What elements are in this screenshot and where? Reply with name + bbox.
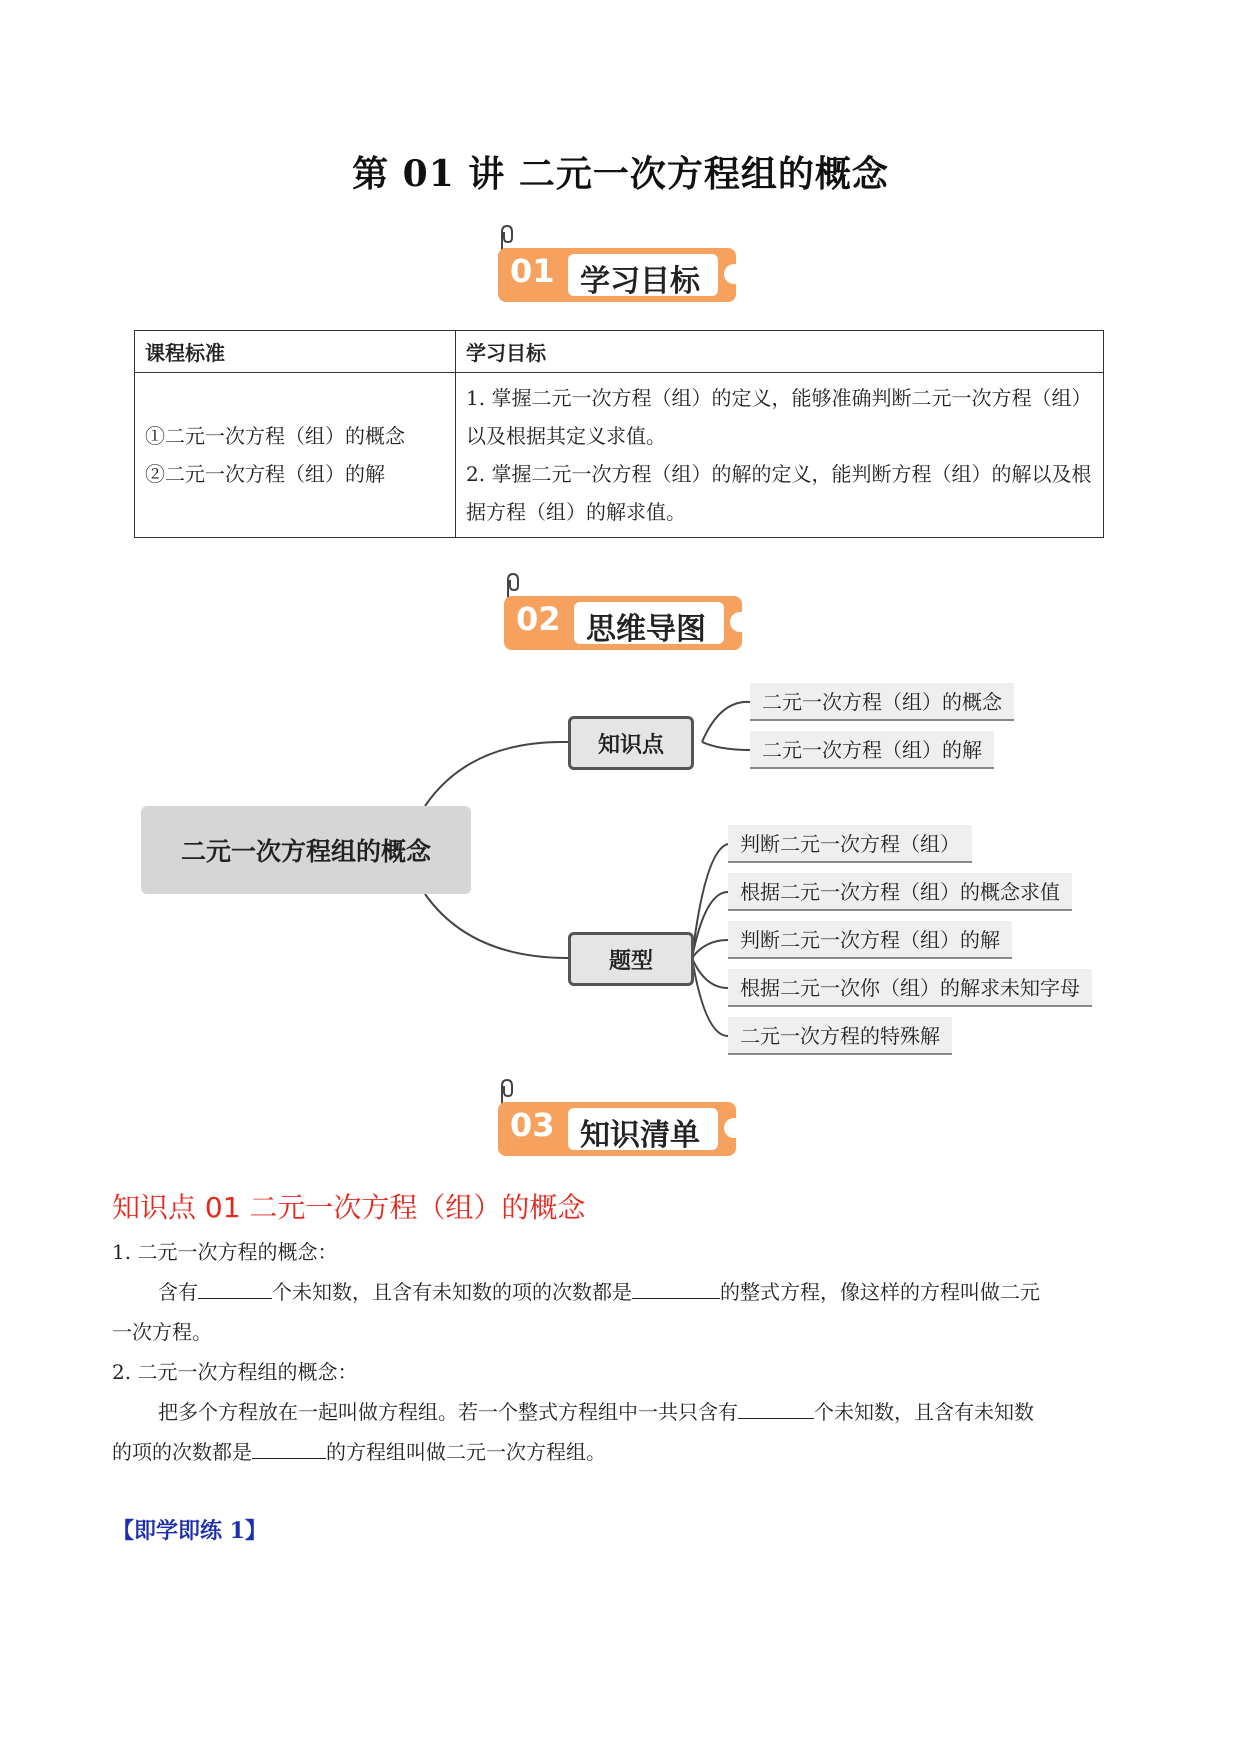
item2-paragraph: 把多个方程放在一起叫做方程组。若一个整式方程组中一共只含有 个未知数，且含有未知数 <box>158 1400 1034 1424</box>
mindmap-branch-knowledge: 知识点 <box>568 716 694 770</box>
section-label: 知识清单 <box>580 1118 700 1153</box>
mindmap-leaf: 判断二元一次方程（组）的解 <box>728 921 1012 959</box>
standard-item: ②二元一次方程（组）的解 <box>145 462 385 486</box>
mindmap-leaf: 二元一次方程（组）的概念 <box>750 683 1014 721</box>
table-header-objective: 学习目标 <box>456 331 1104 373</box>
mindmap-branch-question-types: 题型 <box>568 932 694 986</box>
mindmap-leaf: 根据二元一次方程（组）的概念求值 <box>728 873 1072 911</box>
mindmap-leaf: 根据二元一次你（组）的解求未知字母 <box>728 969 1092 1007</box>
item1-continuation: 一次方程。 <box>112 1320 212 1344</box>
objective-item: 2. 掌握二元一次方程（组）的解的定义，能判断方程（组）的解以及根据方程（组）的解求值。 <box>466 462 1092 524</box>
standard-item: ①二元一次方程（组）的概念 <box>145 424 405 448</box>
mindmap-leaf: 判断二元一次方程（组） <box>728 825 972 863</box>
mindmap-leaf: 二元一次方程的特殊解 <box>728 1017 952 1055</box>
practice-label: 【即学即练 1】 <box>112 1518 267 1544</box>
fill-blank[interactable] <box>632 1278 720 1299</box>
objective-item: 1. 掌握二元一次方程（组）的定义，能够准确判断二元一次方程（组）以及根据其定义求值。 <box>466 386 1092 448</box>
item1-paragraph: 含有 个未知数，且含有未知数的项的次数都是 的整式方程，像这样的方程叫做二元 <box>158 1280 1040 1304</box>
page-title: 第 01 讲 二元一次方程组的概念 <box>352 153 889 195</box>
section-label: 学习目标 <box>580 264 700 299</box>
mindmap-leaf: 二元一次方程（组）的解 <box>750 731 994 769</box>
knowledge-point-heading: 知识点 01 二元一次方程（组）的概念 <box>112 1191 586 1224</box>
fill-blank[interactable] <box>738 1398 814 1419</box>
item2-continuation: 的项的次数都是 的方程组叫做二元一次方程组。 <box>112 1440 606 1464</box>
section-badge-03 <box>496 1096 736 1158</box>
section-number: 01 <box>510 252 555 290</box>
fill-blank[interactable] <box>198 1278 272 1299</box>
section-number: 02 <box>516 600 561 638</box>
mindmap-root: 二元一次方程组的概念 <box>141 806 471 894</box>
item2-title: 2. 二元一次方程组的概念： <box>112 1360 358 1384</box>
section-label: 思维导图 <box>586 612 706 647</box>
section-number: 03 <box>510 1106 555 1144</box>
item1-title: 1. 二元一次方程的概念： <box>112 1240 338 1264</box>
table-header-standard: 课程标准 <box>135 331 456 373</box>
fill-blank[interactable] <box>252 1438 326 1459</box>
